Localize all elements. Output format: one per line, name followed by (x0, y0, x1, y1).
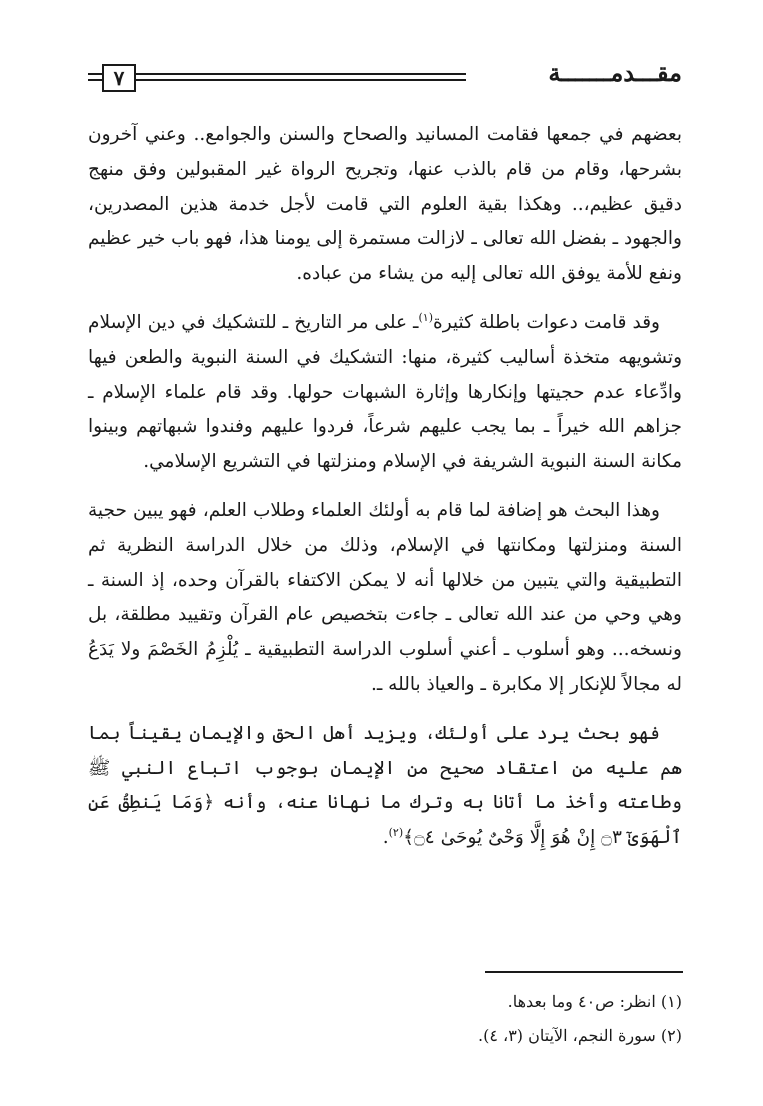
paragraph-2 (88, 306, 682, 480)
footnote-marker-1[interactable]: (١) (418, 310, 433, 324)
footnote-separator (485, 971, 683, 973)
header-rule-left-lower (88, 79, 102, 81)
header-rule-top (136, 73, 466, 75)
running-title: مقـــدمـــــــة (548, 58, 682, 87)
paragraph-3: وهذا البحث هو إضافة لما قام به أولئك العلماء وطلاب العلم، فهو يبين حجية السنة ومنزلتها ومكانتها في الإسلام، وذلك من خلال الدراسة النظرية ثم التطبيقية والتي يتبين من خلالها أنه لا يمكن الاكتفاء بالقرآن وحده، إذ السنة ـ وهي وحي من عند الله تعالى ـ جاءت بتخصيص عام القرآن وتقييد مطلقة، بل ونسخه... وهو أسلوب ـ أعني أسلوب الدراسة التطبيقية ـ يُلْزِمُ الخَصْمَ ولا يَدَعُ له مجالاً للإنكار إلا مكابرة ـ والعياذ بالله ـ. (88, 499, 682, 695)
footnote-1: (١) انظر: ص٤٠ وما بعدها. (507, 992, 682, 1011)
paragraph-2-after: ـ على مر التاريخ ـ للتشكيك في دين الإسلام وتشويهه متخذة أساليب كثيرة، منها: التشكيك في السنة النبوية والطعن فيها وادِّعاء عدم حجيتها وإنكارها وإثارة الشبهات حولها. وقد قام علماء الإسلام ـ جزاهم الله خيراً ـ بما يجب عليهم شرعاً، فردوا عليهم وفندوا شبهاتهم وبينوا مكانة السنة النبوية الشريفة في الإسلام ومنزلتها في التشريع الإسلامي. (88, 311, 682, 473)
footnote-2: (٢) سورة النجم، الآيتان (٣، ٤). (478, 1026, 682, 1045)
paragraph-1: بعضهم في جمعها فقامت المسانيد والصحاح والسنن والجوامع.. وعني آخرون بشرحها، وقام من قام بالذب عنها، وتجريح الرواة غير المقبولين وفق منهج دقيق عظيم،.. وهكذا بقية العلوم التي قامت لأجل خدمة هذين المصدرين، والجهود ـ بفضل الله تعالى ـ لازالت مستمرة إلى يومنا هذا، فهو باب خير عظيم ونفع للأمة يوفق الله تعالى إليه من يشاء من عباده. (88, 124, 682, 285)
page-header (88, 58, 682, 98)
paragraph-2-before: وقد قامت دعوات باطلة كثيرة (433, 311, 660, 333)
page-number: ٧ (102, 64, 136, 92)
footnotes (88, 985, 682, 1053)
paragraph-4 (88, 717, 682, 856)
main-text (88, 118, 682, 870)
header-rule-left (88, 73, 102, 75)
paragraph-4-end: . (382, 827, 389, 849)
paragraph-4-text: فهو بحث يرد على أولئك، ويزيد أهل الحق والإيمان يقيناً بما هم عليه من اعتقاد صحيح من الإيمان بوجوب اتباع النبي ﷺ وطاعته وأخذ ما أتانا به وترك ما نهانا عنه، وأنه ﴿وَمَا يَنطِقُ عَنِ ٱلْهَوَىٰٓ ۝٣ إِنْ هُوَ إِلَّا وَحْىٌ يُوحَىٰ ۝٤﴾ (88, 722, 682, 849)
header-rule-bottom (136, 79, 466, 81)
footnote-marker-2[interactable]: (٢) (388, 825, 404, 839)
